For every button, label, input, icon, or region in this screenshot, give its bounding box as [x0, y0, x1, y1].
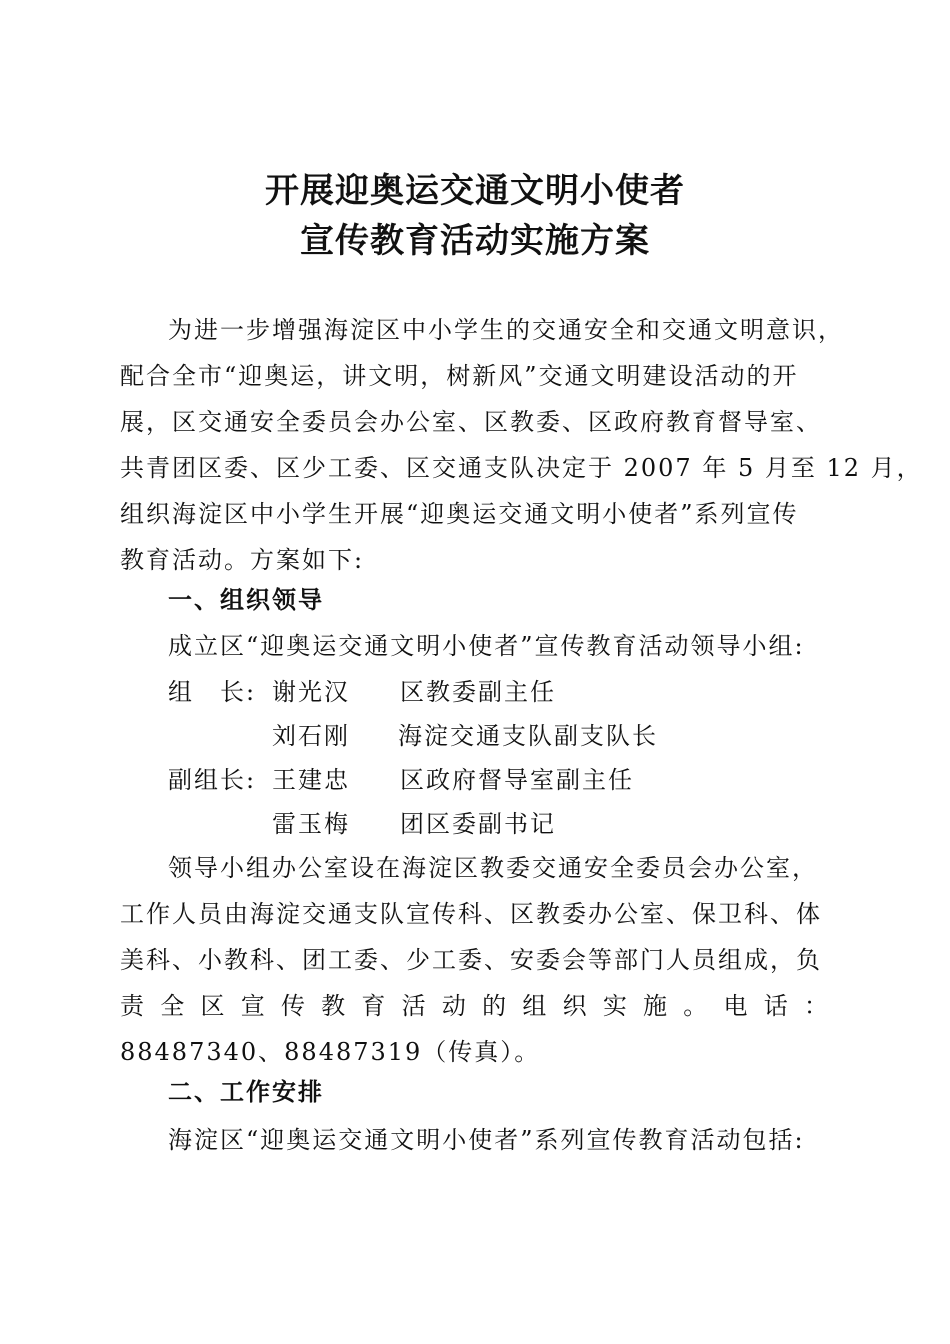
intro-line-2: 配合全市“迎奥运，讲文明，树新风”交通文明建设活动的开 — [120, 362, 799, 390]
member-name: 王建忠 — [272, 766, 350, 794]
intro-line-6: 教育活动。方案如下: — [120, 546, 365, 574]
office-line-3: 美科、小教科、团工委、少工委、安委会等部门人员组成，负 — [120, 946, 822, 974]
member-name: 雷玉梅 — [272, 810, 350, 838]
member-name: 谢光汉 — [272, 678, 350, 706]
member-role: 组 长: — [168, 678, 257, 706]
document-title-line1: 开展迎奥运交通文明小使者 — [265, 171, 685, 211]
member-title: 区教委副主任 — [400, 678, 556, 706]
section2-lead: 海淀区“迎奥运交通文明小使者”系列宣传教育活动包括: — [168, 1126, 805, 1154]
office-line-1: 领导小组办公室设在海淀区教委交通安全委员会办公室， — [168, 854, 818, 882]
member-title: 海淀交通支队副支队长 — [398, 722, 658, 750]
office-line-2: 工作人员由海淀交通支队宣传科、区教委办公室、保卫科、体 — [120, 900, 822, 928]
member-role: 副组长: — [168, 766, 257, 794]
member-name: 刘石刚 — [272, 722, 350, 750]
member-title: 团区委副书记 — [400, 810, 556, 838]
intro-line-4: 共青团区委、区少工委、区交通支队决定于 2007 年 5 月至 12 月， — [120, 454, 923, 482]
section2-heading: 二、工作安排 — [168, 1078, 324, 1106]
office-line-4: 责全区宣传教育活动的组织实施。电话： — [120, 992, 830, 1020]
intro-line-1: 为进一步增强海淀区中小学生的交通安全和交通文明意识， — [168, 316, 844, 344]
document-title-line2: 宣传教育活动实施方案 — [300, 221, 650, 261]
office-line-5: 88487340、88487319（传真）。 — [120, 1038, 541, 1066]
section1-lead: 成立区“迎奥运交通文明小使者”宣传教育活动领导小组: — [168, 632, 805, 660]
intro-line-3: 展，区交通安全委员会办公室、区教委、区政府教育督导室、 — [120, 408, 822, 436]
member-title: 区政府督导室副主任 — [400, 766, 634, 794]
intro-line-5: 组织海淀区中小学生开展“迎奥运交通文明小使者”系列宣传 — [120, 500, 799, 528]
section1-heading: 一、组织领导 — [168, 586, 324, 614]
